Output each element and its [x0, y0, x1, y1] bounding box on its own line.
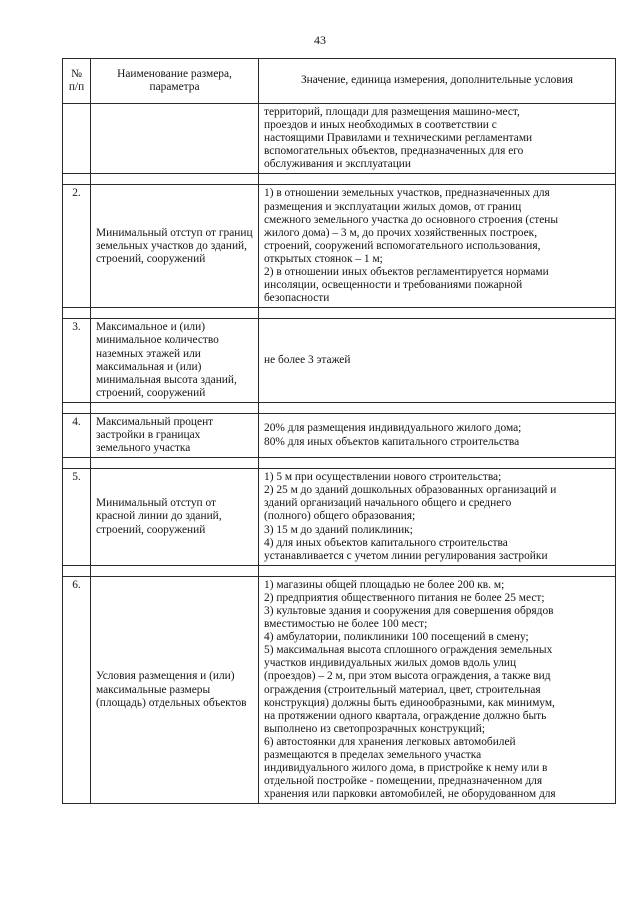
value-line: конструкция) должны быть единообразными, как минимум, — [264, 696, 555, 709]
value-line: 4) для иных объектов капитального строительства — [264, 536, 508, 549]
value-line: вспомогательных объектов, предназначенных для его — [264, 145, 524, 158]
value-line: безопасности — [264, 292, 330, 305]
spacer-cell — [63, 458, 91, 469]
cell-name: Минимальный отступ от границ земельных участков до зданий, строений, сооружений — [91, 185, 259, 308]
header-value-text: Значение, единица измерения, дополнительные условия — [300, 74, 574, 87]
cell-name: Максимальный процент застройки в границах земельного участка — [91, 413, 259, 457]
spacer-cell — [259, 458, 616, 469]
cell-value — [259, 576, 616, 804]
value-line: (проездов) – 2 м, при этом высота ограждения, а также вид — [264, 670, 551, 683]
value-line: проездов и иных необходимых в соответствии с — [264, 119, 497, 132]
table-header-row — [63, 59, 616, 104]
value-line: на протяжении одного квартала, ограждение должно быть — [264, 709, 547, 722]
value-line: строений, сооружений вспомогательного использования, — [264, 239, 541, 252]
cell-value — [259, 185, 616, 308]
value-line: 3) 15 м до зданий поликлиник; — [264, 523, 413, 536]
table-row — [63, 413, 616, 457]
page-number: 43 — [314, 33, 326, 47]
value-line: вместимостью не более 100 мест; — [264, 618, 428, 631]
header-parameter-name — [91, 59, 259, 104]
value-line: 6) автостоянки для хранения легковых автомобилей — [264, 735, 516, 748]
spacer-cell — [259, 308, 616, 319]
spacer-cell — [259, 565, 616, 576]
spacer-cell — [259, 402, 616, 413]
value-line: размещаются в пределах земельного участка — [264, 749, 482, 762]
spacer-cell — [91, 174, 259, 185]
cell-number: 2. — [63, 185, 91, 308]
spacer-cell — [259, 174, 616, 185]
value-line: жилого дома) – 3 м, до прочих хозяйственных построек, — [264, 226, 538, 239]
cell-number — [63, 104, 91, 174]
value-line: 20% для размещения индивидуального жилого дома; — [264, 422, 522, 435]
value-line: 80% для иных объектов капитального строительства — [264, 435, 520, 448]
spacer-cell — [63, 174, 91, 185]
value-line: 3) культовые здания и сооружения для совершения обрядов — [264, 605, 554, 617]
cell-value — [259, 413, 616, 457]
value-line: индивидуального жилого дома, в пристройке к нему или в — [264, 762, 548, 775]
cell-number: 5. — [63, 469, 91, 566]
value-line: зданий организаций начального общего и среднего — [264, 497, 512, 510]
cell-value — [259, 104, 616, 174]
row-spacer — [63, 458, 616, 469]
value-line: (полного) общего образования; — [264, 510, 416, 523]
spacer-cell — [91, 565, 259, 576]
header-number-text: № п/п — [68, 67, 85, 93]
value-line: открытых стоянок – 1 м; — [264, 252, 383, 265]
value-line: размещения и эксплуатации жилых домов, от границ — [264, 200, 522, 213]
value-line: 2) в отношении иных объектов регламентируется нормами — [264, 266, 549, 279]
cell-number: 4. — [63, 413, 91, 457]
value-line: настоящими Правилами и техническими регламентами — [264, 132, 533, 145]
spacer-cell — [63, 402, 91, 413]
value-line: 4) амбулатории, поликлиники 100 посещений в смену; — [264, 631, 529, 644]
value-line: 1) в отношении земельных участков, предназначенных для — [264, 187, 550, 200]
cell-value — [259, 469, 616, 566]
cell-name: Максимальное и (или) минимальное количество наземных этажей или максимальная и (или) минимальная высота зданий, строений, сооружений — [91, 319, 259, 403]
row-spacer — [63, 402, 616, 413]
spacer-cell — [91, 402, 259, 413]
cell-number: 3. — [63, 319, 91, 403]
table-row — [63, 576, 616, 804]
row-spacer — [63, 308, 616, 319]
cell-number: 6. — [63, 576, 91, 804]
value-line: 1) 5 м при осуществлении нового строительства; — [264, 471, 502, 484]
row-spacer — [63, 565, 616, 576]
value-line: отдельной постройке - помещении, предназначенном для — [264, 775, 543, 788]
value-line: 5) максимальная высота сплошного ограждения земельных — [264, 644, 553, 657]
parameters-table — [62, 58, 616, 804]
cell-name: Минимальный отступ от красной линии до зданий, строений, сооружений — [91, 469, 259, 566]
value-line: 2) предприятия общественного питания не более 25 мест; — [264, 591, 545, 604]
value-line: 1) магазины общей площадью не более 200 кв. м; — [264, 578, 505, 591]
cell-name: Условия размещения и (или) максимальные размеры (площадь) отдельных объектов — [91, 576, 259, 804]
value-line: участков индивидуальных жилых домов вдоль улиц — [264, 657, 517, 670]
value-line: территорий, площади для размещения машино-мест, — [264, 106, 520, 118]
spacer-cell — [91, 308, 259, 319]
cell-value — [259, 319, 616, 403]
header-number — [63, 59, 91, 104]
value-line: устанавливается с учетом линии регулирования застройки — [264, 549, 548, 562]
table-row — [63, 185, 616, 308]
spacer-cell — [91, 458, 259, 469]
value-line: обслуживания и эксплуатации — [264, 158, 411, 171]
table-row — [63, 469, 616, 566]
header-parameter-name-text: Наименование размера, параметра — [117, 67, 232, 93]
value-line: не более 3 этажей — [264, 354, 351, 367]
row-spacer — [63, 174, 616, 185]
table-row — [63, 319, 616, 403]
spacer-cell — [63, 308, 91, 319]
value-line: инсоляции, освещенности и требованиями пожарной — [264, 279, 523, 292]
table-body — [63, 104, 616, 804]
value-line: смежного земельного участка до основного строения (стены — [264, 213, 559, 226]
value-line: 2) 25 м до зданий дошкольных образованных организаций и — [264, 484, 557, 497]
value-line: выполнено из светопрозрачных конструкций; — [264, 722, 485, 735]
value-line: ограждения (строительный материал, цвет, строительная — [264, 683, 541, 696]
table-row-continuation — [63, 104, 616, 174]
spacer-cell — [63, 565, 91, 576]
header-value — [259, 59, 616, 104]
cell-name — [91, 104, 259, 174]
value-line: хранения или парковки автомобилей, не оборудованном для — [264, 788, 556, 801]
